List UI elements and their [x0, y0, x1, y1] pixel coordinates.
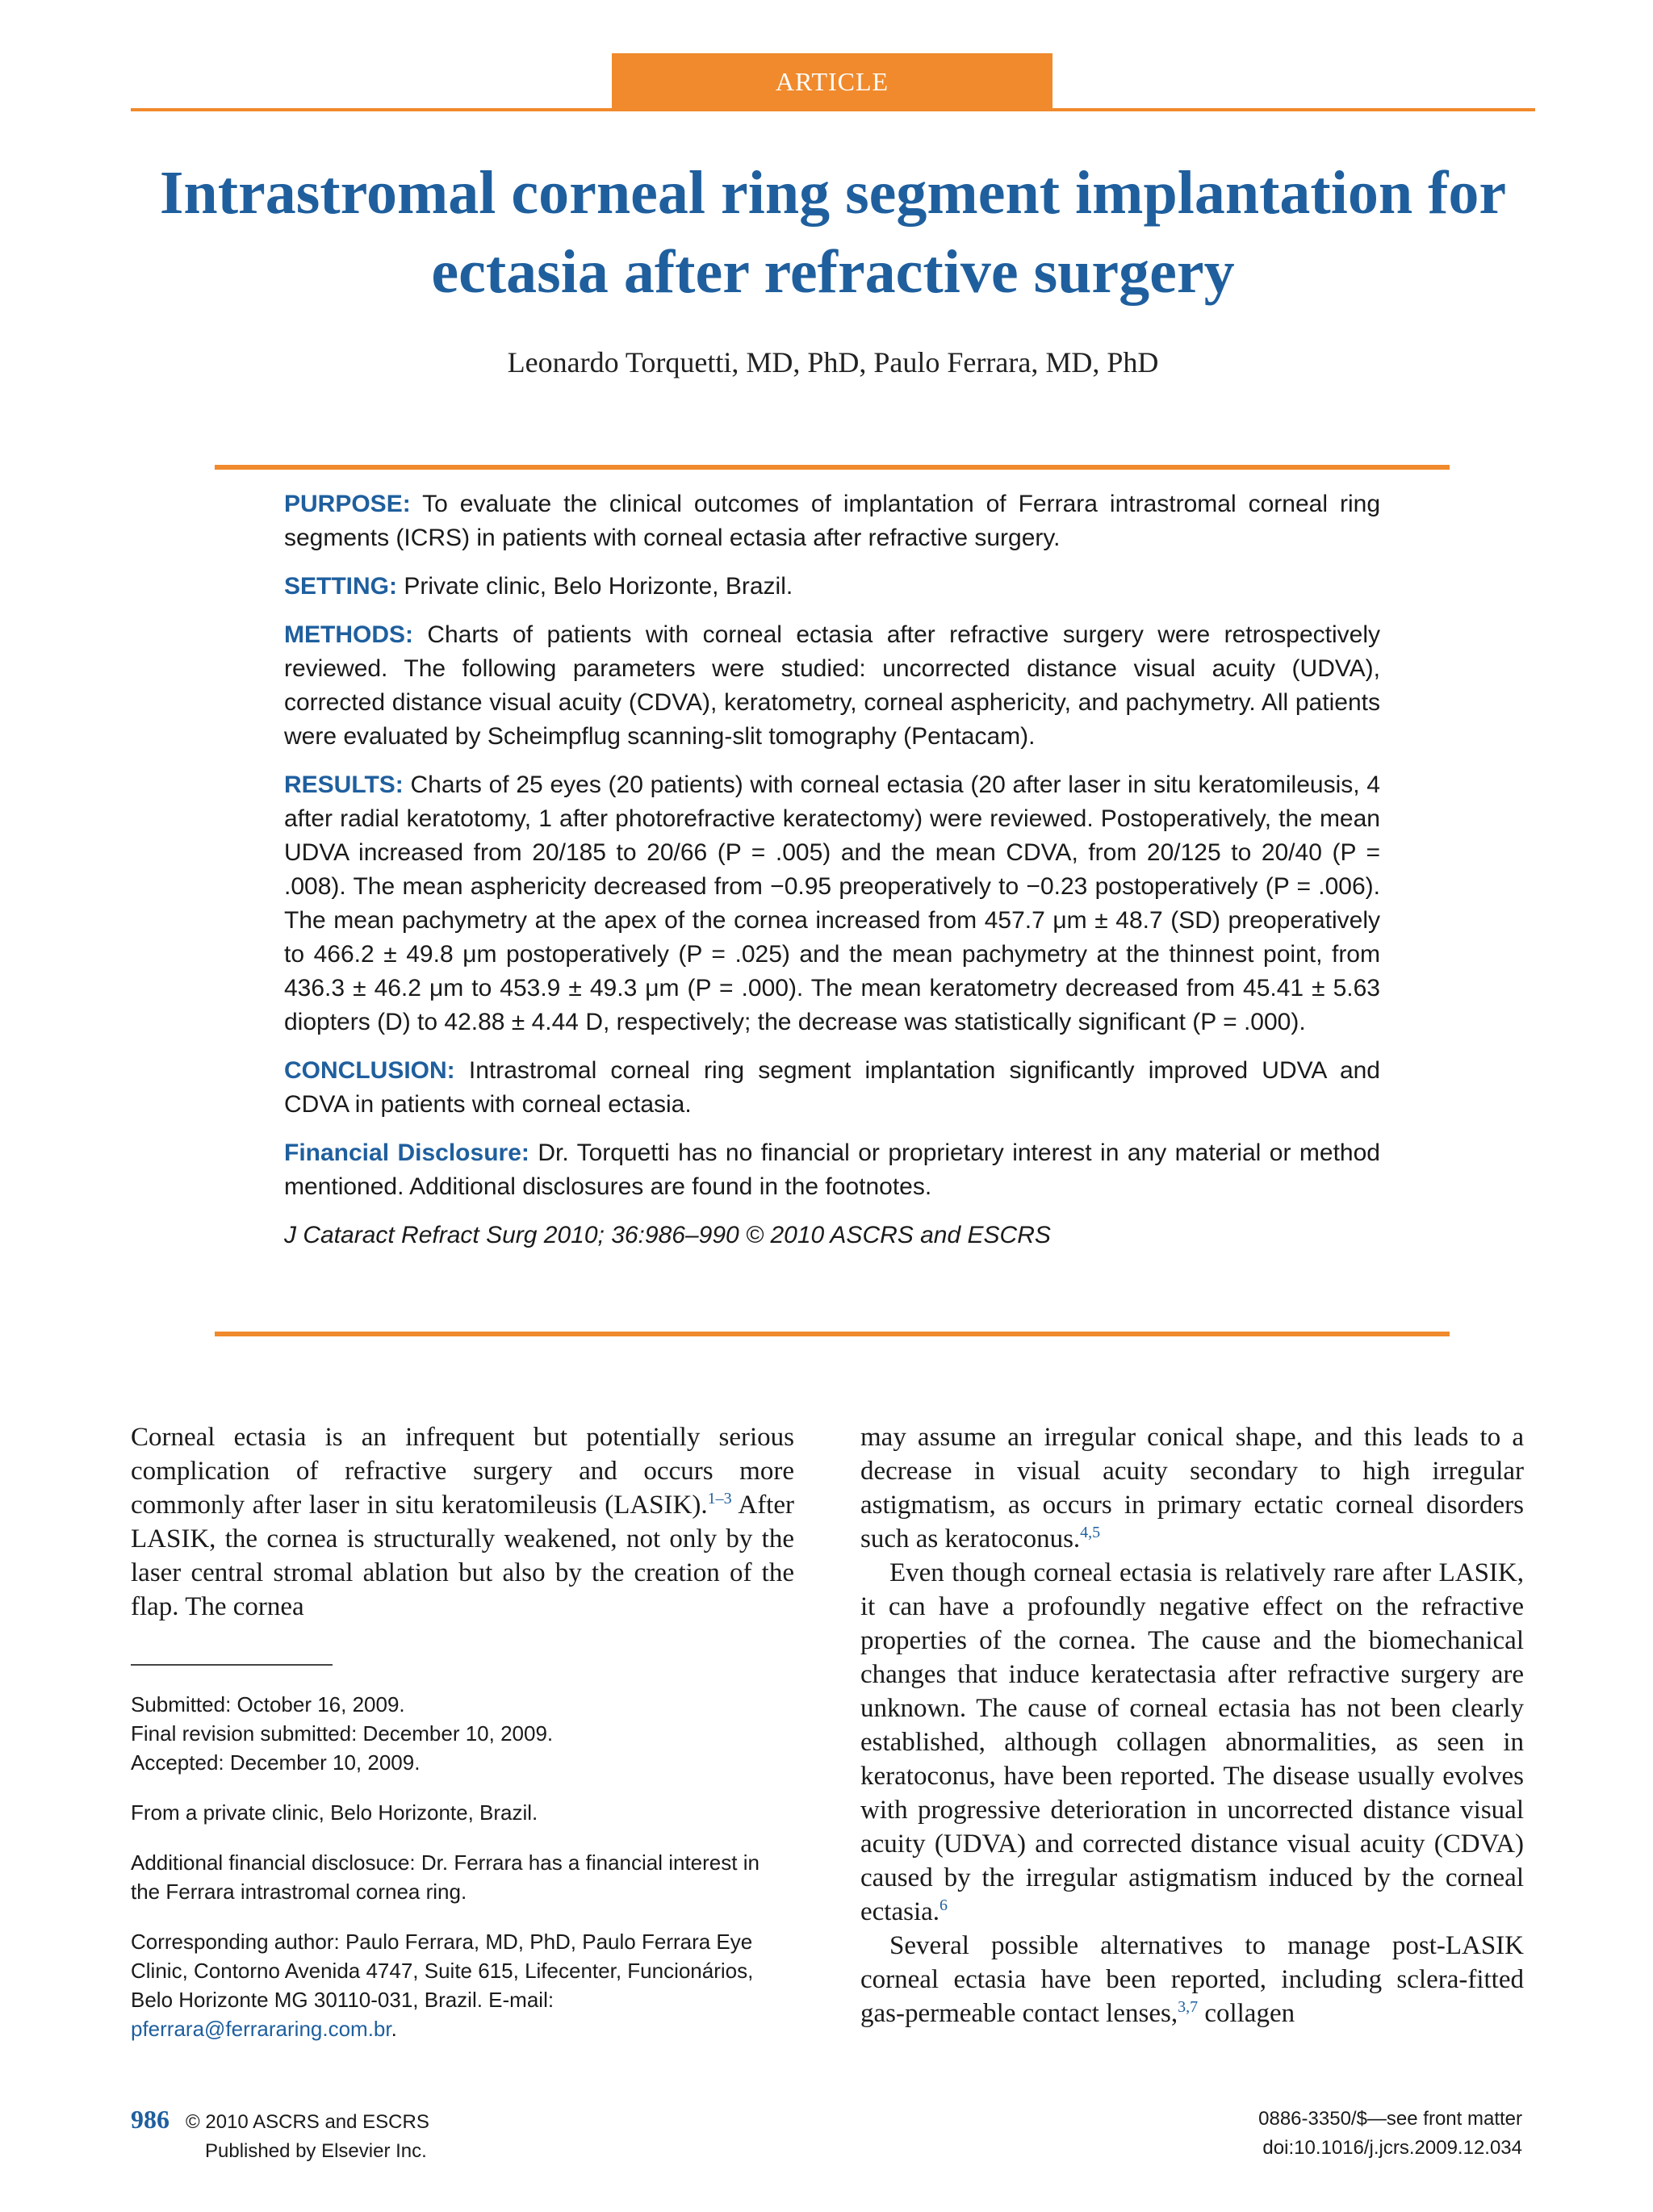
accepted-date: Accepted: December 10, 2009.: [131, 1750, 421, 1775]
body-text: may assume an irregular conical shape, and this leads to a decrease in visual acuity secondary to high irregular astigmatism, as occurs in primary ectatic corneal disorders such as keratoconus.: [860, 1423, 1524, 1553]
abstract-top-rule: [215, 465, 1450, 470]
footer-right: [1258, 2105, 1522, 2163]
body-text: collagen: [1198, 1999, 1295, 2028]
abstract-methods: [284, 618, 1380, 754]
corresponding-author-footnote: [131, 1927, 794, 2043]
reference-link[interactable]: 1–3: [707, 1490, 732, 1507]
revision-date: Final revision submitted: December 10, 2009.: [131, 1721, 554, 1746]
results-label: RESULTS:: [284, 771, 404, 798]
body-paragraph: [860, 1420, 1524, 1556]
setting-label: SETTING:: [284, 573, 397, 600]
body-text: Even though corneal ectasia is relatively rare after LASIK, it can have a profoundly negative effect on the refractive properties of the cornea. The cause and the biomechanical changes that induce keratectasia after refractive surgery are unknown. The cause of corneal ectasia has not been clearly established, although collagen abnormalities, as seen in keratoconus, have been reported. The disease usually evolves with progressive deterioration in uncorrected distance visual acuity (UDVA) and corrected distance visual acuity (CDVA) caused by the irregular astigmatism induced by the corneal ectasia.: [860, 1558, 1524, 1926]
abstract-results: [284, 768, 1380, 1039]
additional-disclosure-footnote: Additional financial disclosuce: Dr. Ferrara has a financial interest in the Ferrara intrastromal cornea ring.: [131, 1850, 760, 1904]
methods-label: METHODS:: [284, 621, 413, 648]
conclusion-label: CONCLUSION:: [284, 1057, 455, 1084]
dates-footnote: [131, 1690, 794, 1777]
results-text: Charts of 25 eyes (20 patients) with corneal ectasia (20 after laser in situ keratomileusis, 4 after radial keratotomy, 1 after photorefractive keratectomy) were reviewed. Postoperatively, the mean UDVA increased from 20/185 to 20/66 (P = .005) and the mean CDVA, from 20/125 to 20/40 (P = .008). The mean asphericity decreased from −0.95 preoperatively to −0.23 postoperatively (P = .006). The mean pachymetry at the apex of the cornea increased from 457.7 μm ± 48.7 (SD) preoperatively to 466.2 ± 49.8 μm postoperatively (P = .025) and the mean pachymetry at the thinnest point, from 436.3 ± 46.2 μm to 453.9 ± 49.3 μm (P = .000). The mean keratometry decreased from 45.41 ± 5.63 diopters (D) to 42.88 ± 4.44 D, respectively; the decrease was statistically significant (P = .000).: [284, 771, 1380, 1035]
header-rule: [131, 108, 1535, 111]
article-title: Intrastromal corneal ring segment implantation for ectasia after refractive surgery: [159, 159, 1507, 306]
page-number: 986: [131, 2105, 169, 2134]
author-list: Leonardo Torquetti, MD, PhD, Paulo Ferrara, MD, PhD: [507, 346, 1159, 378]
submitted-date: Submitted: October 16, 2009.: [131, 1692, 405, 1716]
journal-citation: J Cataract Refract Surg 2010; 36:986–990 © 2010 ASCRS and ESCRS: [284, 1222, 1051, 1248]
body-paragraph: [860, 1556, 1524, 1929]
abstract-disclosure: [284, 1136, 1380, 1204]
article-tab: ARTICLE: [612, 53, 1052, 110]
abstract-setting: [284, 570, 1380, 604]
abstract: [284, 487, 1380, 1267]
footer-issn: 0886-3350/$—see front matter: [1258, 2108, 1522, 2130]
period: .: [391, 2017, 397, 2041]
conclusion-text: Intrastromal corneal ring segment implantation significantly improved UDVA and CDVA in patients with corneal ectasia.: [284, 1057, 1380, 1118]
footnotes: [131, 1690, 794, 2064]
footer-copyright: © 2010 ASCRS and ESCRS: [186, 2111, 429, 2133]
purpose-text: To evaluate the clinical outcomes of implantation of Ferrara intrastromal corneal ring segments (ICRS) in patients with corneal ectasia after refractive surgery.: [284, 491, 1380, 551]
disclosure-label: Financial Disclosure:: [284, 1139, 529, 1166]
body-column-left: [131, 1420, 794, 1624]
methods-text: Charts of patients with corneal ectasia after refractive surgery were retrospectively reviewed. The following parameters were studied: uncorrected distance visual acuity (UDVA), corrected distance visual acuity (CDVA), keratometry, corneal asphericity, and pachymetry. All patients were evaluated by Scheimpflug scanning-slit tomography (Pentacam).: [284, 621, 1380, 750]
abstract-bottom-rule: [215, 1332, 1450, 1336]
abstract-purpose: [284, 487, 1380, 555]
body-column-right: [860, 1420, 1524, 2030]
affiliation-footnote: From a private clinic, Belo Horizonte, Brazil.: [131, 1800, 538, 1825]
reference-link[interactable]: 6: [939, 1896, 948, 1914]
body-paragraph: [131, 1420, 794, 1624]
footer-left: [131, 2105, 429, 2166]
abstract-conclusion: [284, 1054, 1380, 1122]
body-text: Several possible alternatives to manage post-LASIK corneal ectasia have been reported, including sclera-fitted gas-permeable contact lenses,: [860, 1931, 1524, 2028]
purpose-label: PURPOSE:: [284, 491, 411, 517]
body-paragraph: [860, 1929, 1524, 2030]
disclosure-text: Dr. Torquetti has no financial or proprietary interest in any material or method mentioned. Additional disclosures are found in the footnotes.: [284, 1139, 1380, 1200]
reference-link[interactable]: 4,5: [1080, 1524, 1101, 1541]
email-link[interactable]: pferrara@ferrararing.com.br: [131, 2017, 391, 2041]
body-text: After LASIK, the cornea is structurally weakened, not only by the laser central stromal ablation but also by the creation of the flap. The cornea: [131, 1491, 794, 1621]
body-text: Corneal ectasia is an infrequent but potentially serious complication of refractive surgery and occurs more commonly after laser in situ keratomileusis (LASIK).: [131, 1423, 794, 1520]
footer-doi[interactable]: doi:10.1016/j.jcrs.2009.12.034: [1262, 2137, 1522, 2159]
setting-text: Private clinic, Belo Horizonte, Brazil.: [404, 573, 793, 600]
footer-publisher: Published by Elsevier Inc.: [205, 2140, 427, 2162]
footnote-rule: [131, 1664, 333, 1666]
corresponding-text: Corresponding author: Paulo Ferrara, MD, PhD, Paulo Ferrara Eye Clinic, Contorno Avenida 4747, Suite 615, Lifecenter, Funcionários, Belo Horizonte MG 30110-031, Brazil. E-mail:: [131, 1930, 754, 2012]
reference-link[interactable]: 3,7: [1178, 1998, 1199, 2016]
